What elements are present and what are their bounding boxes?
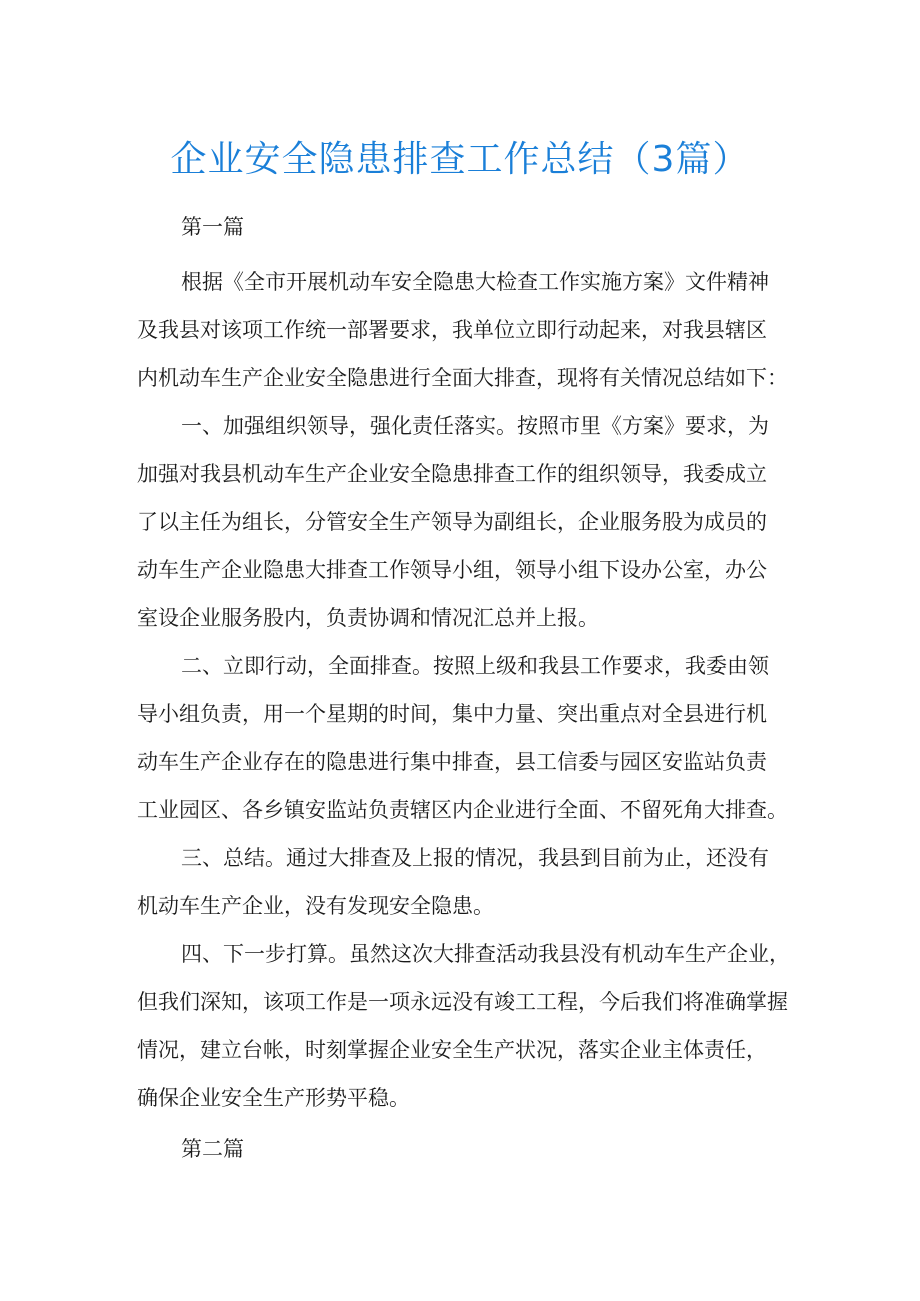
paragraph-line: 动车生产企业隐患大排查工作领导小组，领导小组下设办公室，办公 <box>137 558 767 582</box>
paragraph-section-four <box>137 930 797 1122</box>
section-label-second: 第二篇 <box>181 1137 244 1161</box>
paragraph-line: 二、立即行动，全面排查。按照上级和我县工作要求，我委由领 <box>181 654 769 678</box>
document-title: 企业安全隐患排查工作总结（3篇） <box>170 139 750 180</box>
paragraph-line: 三、总结。通过大排查及上报的情况，我县到目前为止，还没有 <box>181 846 769 870</box>
paragraph-line: 室设企业服务股内，负责协调和情况汇总并上报。 <box>137 606 599 630</box>
paragraph-section-two <box>137 642 797 834</box>
paragraph-line: 确保企业安全生产形势平稳。 <box>137 1086 410 1110</box>
paragraph-line: 了以主任为组长，分管安全生产领导为副组长，企业服务股为成员的 <box>137 510 767 534</box>
paragraph-line: 根据《全市开展机动车安全隐患大检查工作实施方案》文件精神 <box>181 270 769 294</box>
paragraph-line: 及我县对该项工作统一部署要求，我单位立即行动起来，对我县辖区 <box>137 318 767 342</box>
paragraph-line: 工业园区、各乡镇安监站负责辖区内企业进行全面、不留死角大排查。 <box>137 798 788 822</box>
paragraph-line: 情况，建立台帐，时刻掌握企业安全生产状况，落实企业主体责任， <box>137 1038 767 1062</box>
paragraph-line: 但我们深知，该项工作是一项永远没有竣工工程，今后我们将准确掌握 <box>137 990 788 1014</box>
paragraph-line: 一、加强组织领导，强化责任落实。按照市里《方案》要求，为 <box>181 414 769 438</box>
paragraph-section-three <box>137 834 797 930</box>
paragraph-section-one <box>137 402 797 642</box>
paragraph-line: 内机动车生产企业安全隐患进行全面大排查，现将有关情况总结如下： <box>137 366 788 390</box>
paragraph-intro <box>137 258 797 402</box>
paragraph-line: 加强对我县机动车生产企业安全隐患排查工作的组织领导，我委成立 <box>137 462 767 486</box>
paragraph-line: 动车生产企业存在的隐患进行集中排查，县工信委与园区安监站负责 <box>137 750 767 774</box>
section-label-first: 第一篇 <box>181 215 244 239</box>
paragraph-line: 四、下一步打算。虽然这次大排查活动我县没有机动车生产企业， <box>181 942 790 966</box>
paragraph-line: 机动车生产企业，没有发现安全隐患。 <box>137 894 494 918</box>
paragraph-line: 导小组负责，用一个星期的时间，集中力量、突出重点对全县进行机 <box>137 702 767 726</box>
